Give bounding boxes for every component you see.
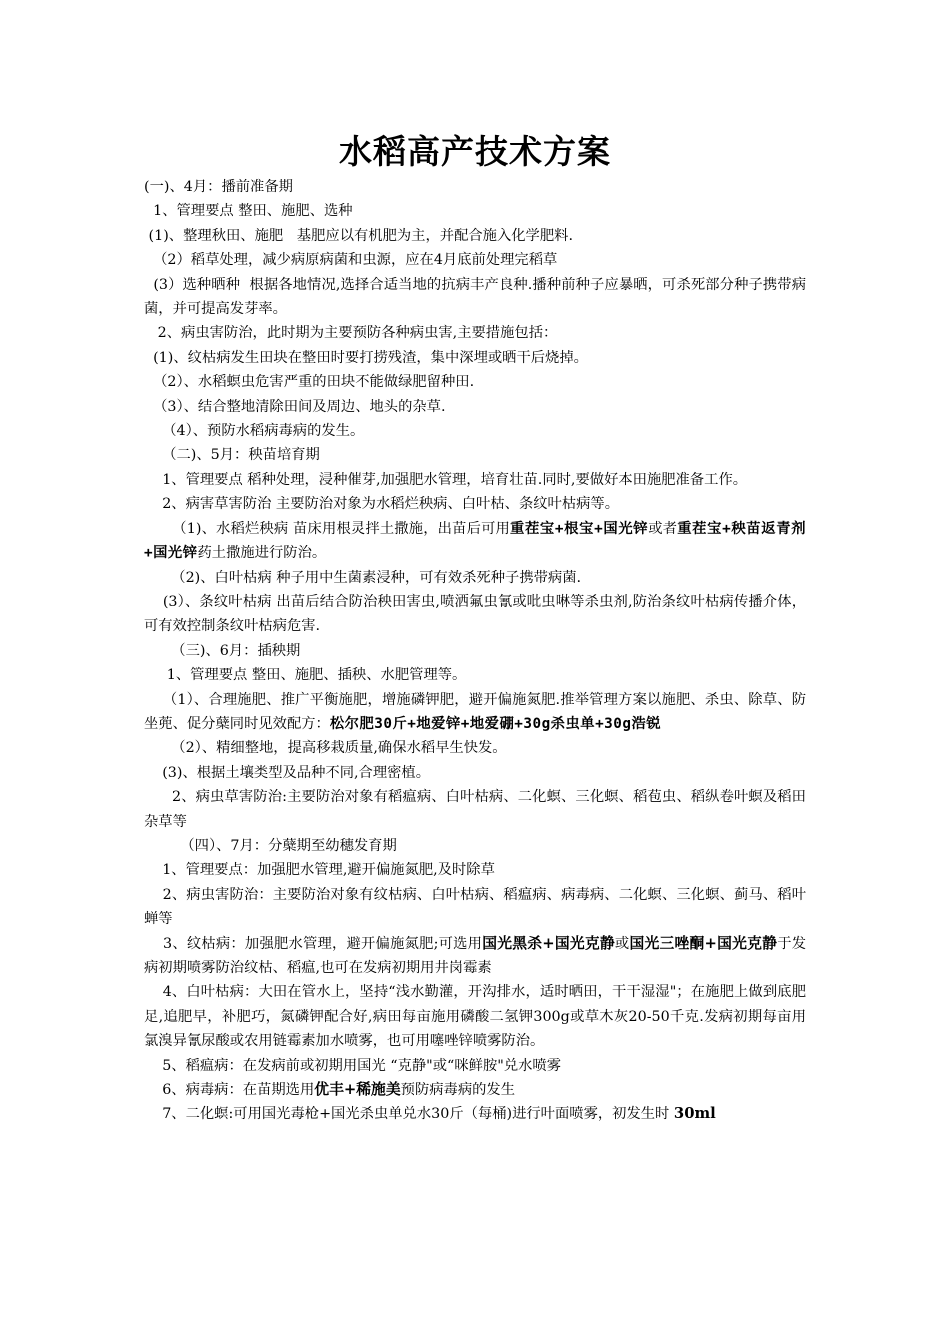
paragraph: 4、白叶枯病：大田在管水上，坚持“浅水勤灌，开沟排水，适时晒田，干干湿湿"；在施肥上做到底肥足,追肥早，补肥巧，氮磷钾配合好,病田每亩施用磷酸二氢钾300g或草木灰20-50千克.发病初期每亩用氯溴异氰尿酸或农用链霉素加水喷雾，也可用噻唑锌喷雾防治。 [144, 984, 806, 1050]
paragraph: 2、病虫草害防治:主要防治对象有稻瘟病、白叶枯病、二化螟、三化螟、稻苞虫、稻纵卷叶螟及稻田杂草等 [144, 789, 806, 830]
paragraph: 2、病虫害防治，此时期为主要预防各种病虫害,主要措施包括： [144, 325, 558, 342]
bold-text-run: 重茬宝+秧苗返青剂+国光锌 [144, 520, 806, 562]
bold-text-run: 松尔肥30斤+地爱锌+地爱硼+30g杀虫单+30g浩锐 [329, 715, 662, 732]
paragraph [144, 1102, 806, 1126]
text-run: 6、病毒病：在苗期选用 [144, 1082, 315, 1099]
paragraph: （2）、精细整地，提高移栽质量,确保水稻早生快发。 [144, 740, 507, 757]
document-body [144, 175, 806, 1127]
paragraph: 1、管理要点 整田、施肥、选种 [144, 203, 353, 220]
text-run: 预防病毒病的发生 [400, 1082, 516, 1099]
paragraph: （3）、结合整地清除田间及周边、地头的杂草. [144, 398, 446, 415]
paragraph: (1)、整理秋田、施肥 基肥应以有机肥为主，并配合施入化学肥料. [144, 227, 573, 244]
page-title: 水稻高产技术方案 [339, 132, 611, 171]
text-run: （1）、合理施肥、推广平衡施肥，增施磷钾肥，避开偏施氮肥.推举管理方案以施肥、杀虫、除草、防坐蔸、促分蘖同时见效配方： [144, 691, 806, 732]
paragraph: （2）稻草处理，减少病原病菌和虫源，应在4月底前处理完稻草 [144, 252, 558, 269]
paragraph: (3）选种晒种 根据各地情况,选择合适当地的抗病丰产良种.播种前种子应暴晒，可杀死部分种子携带病菌，并可提高发芽率。 [144, 276, 806, 318]
paragraph: 2、病虫害防治：主要防治对象有纹枯病、白叶枯病、稻瘟病、病毒病、二化螟、三化螟、蓟马、稻叶蝉等 [144, 886, 806, 928]
bold-text-run: 国光三唑酮+国光克静 [629, 934, 778, 952]
bold-text-run: 30ml [673, 1105, 716, 1123]
paragraph [144, 517, 806, 566]
bold-text-run: 重茬宝+根宝+国光锌 [510, 520, 649, 537]
paragraph: (3)、根据土壤类型及品种不同,合理密植。 [144, 764, 431, 781]
paragraph: (1)、纹枯病发生田块在整田时要打捞残渣，集中深埋或晒干后烧掉。 [144, 349, 588, 366]
text-run: 7、二化螟:可用国光毒枪+国光杀虫单兑水30斤（每桶)进行叶面喷雾，初发生时 [144, 1106, 674, 1123]
paragraph: （2）、水稻螟虫危害严重的田块不能做绿肥留种田. [144, 374, 475, 391]
text-run: 药土撒施进行防治。 [197, 545, 327, 562]
text-run: 3、纹枯病：加强肥水管理，避开偏施氮肥;可选用 [144, 935, 483, 952]
paragraph: 2、病害草害防治 主要防治对象为水稻烂秧病、白叶枯、条纹叶枯病等。 [144, 496, 620, 513]
paragraph: 1、管理要点：加强肥水管理,避开偏施氮肥,及时除草 [144, 862, 495, 879]
text-run: （1)、水稻烂秧病 苗床用根灵拌土撒施，出苗后可用 [144, 520, 510, 537]
bold-text-run: 国光黑杀+国光克静 [482, 934, 615, 952]
paragraph: （四）、7月：分蘖期至幼穗发育期 [144, 837, 397, 854]
paragraph: 1、管理要点 稻种处理，浸种催芽,加强肥水管理，培育壮苗.同时,要做好本田施肥准备工作。 [144, 471, 748, 488]
paragraph: 5、稻瘟病：在发病前或初期用国光 “克静"或“咪鲜胺"兑水喷雾 [144, 1057, 562, 1074]
paragraph: （4）、预防水稻病毒病的发生。 [144, 423, 365, 440]
paragraph: (一)、4月：播前准备期 [144, 179, 293, 195]
text-run: 于发病初期喷雾防治纹枯、稻瘟,也可在发病初期用井岗霉素 [144, 935, 806, 976]
paragraph: （二)、5月：秧苗培育期 [144, 447, 320, 464]
paragraph: （三)、6月：插秧期 [144, 642, 301, 659]
paragraph [144, 688, 806, 737]
paragraph: (3）、条纹叶枯病 出苗后结合防治秧田害虫,喷洒氟虫氰或吡虫啉等杀虫剂,防治条纹叶枯病传播介体，可有效控制条纹叶枯病危害. [144, 593, 806, 635]
bold-text-run: 优丰+稀施美 [314, 1081, 401, 1099]
text-run: 或 [614, 935, 630, 952]
paragraph: （2)、白叶枯病 种子用中生菌素浸种，可有效杀死种子携带病菌. [144, 569, 582, 586]
paragraph [144, 932, 806, 981]
paragraph [144, 1078, 806, 1102]
paragraph: 1、管理要点 整田、施肥、插秧、水肥管理等。 [144, 667, 467, 684]
text-run: 或者 [648, 520, 678, 537]
